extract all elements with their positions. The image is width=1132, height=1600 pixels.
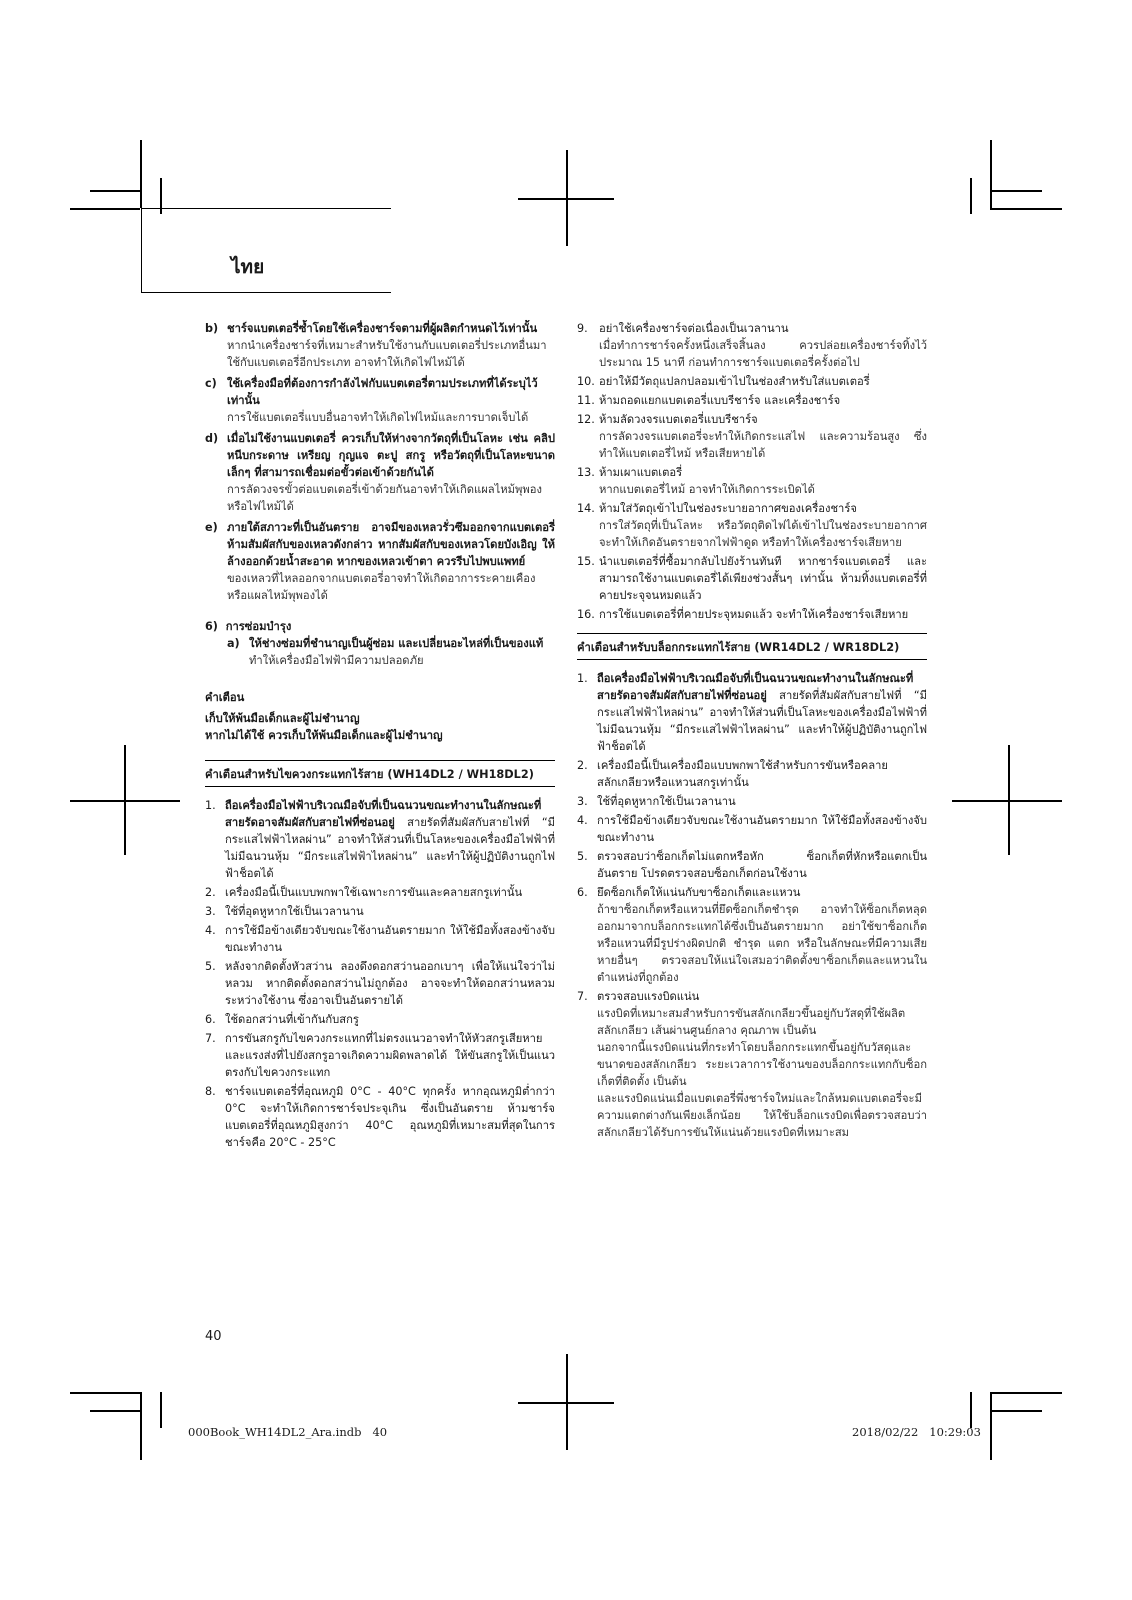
language-tab-label: ไทย [231,256,265,278]
item-detail: ของเหลวที่ไหลออกจากแบตเตอรี่อาจทำให้เกิดอาการระคายเคืองหรือแผลไหม้พุพองได้ [227,572,536,602]
list-item [205,635,555,669]
item-letter: d) [205,432,219,445]
item-number: 9. [577,322,588,335]
footer-timestamp: 2018/02/22 10:29:03 [852,1425,981,1439]
warning-line: หากไม่ได้ใช้ ควรเก็บให้พ้นมือเด็กและผู้ไม่ชำนาญ [205,729,443,742]
crop-mark [90,190,140,192]
item-detail: เมื่อทำการชาร์จครั้งหนึ่งเสร็จสิ้นลง ควรปล่อยเครื่องชาร์จทิ้งไว้ประมาณ 15 นาที ก่อนทำการชาร์จแบตเตอรี่ครั้งต่อไป [599,339,927,369]
item-text: ใช้ที่อุดหูหากใช้เป็นเวลานาน [225,905,364,918]
item-text: สายรัดที่สัมผัสกับสายไฟที่ “มีกระแสไฟฟ้าไหลผ่าน” อาจทำให้ส่วนที่เป็นโลหะของเครื่องมือไฟฟ้าที่ไม่มีฉนวนหุ้ม “มีกระแสไฟฟ้าไหลผ่าน” และทำให้ผู้ปฏิบัติงานถูกไฟฟ้าช็อตได้ [225,816,555,880]
list-item [205,797,555,882]
crop-mark [70,800,180,802]
list-item [577,320,927,371]
item-letter: e) [205,521,218,534]
language-tab-box [141,208,391,293]
item-number: 8. [205,1085,216,1098]
item-title: ภายใต้สภาวะที่เป็นอันตราย อาจมีของเหลวรั่วซึมออกจากแบตเตอรี่ ห้ามสัมผัสกับของเหลวดังกล่าว หากสัมผัสกับของเหลวโดยบังเอิญ ให้ล้างออกด้วยน้ำสะอาด หากของเหลวเข้าตา ควรรีบไปพบแพทย์ [227,521,555,568]
item-number: 15. [577,555,595,568]
warning-title: คำเตือน [205,691,245,704]
item-text: ชาร์จแบตเตอรี่ที่อุณหภูมิ 0°C - 40°C ทุกครั้ง หากอุณหภูมิต่ำกว่า 0°C จะทำให้เกิดการชาร์จประจุเกิน ซึ่งเป็นอันตราย ห้ามชาร์จแบตเตอรี่ที่อุณหภูมิสูงกว่า 40°C อุณหภูมิที่เหมาะสมที่สุดในการชาร์จคือ 20°C - 25°C [225,1085,555,1149]
crop-mark [970,178,972,214]
crop-mark [952,800,1062,802]
item-text: สายรัดที่สัมผัสกับสายไฟที่ “มีกระแสไฟฟ้าไหลผ่าน” อาจทำให้ส่วนที่เป็นโลหะของเครื่องมือไฟฟ้าที่ไม่มีฉนวนหุ้ม “มีกระแสไฟฟ้าไหลผ่าน” และทำให้ผู้ปฏิบัติงานถูกไฟฟ้าช็อตได้ [597,689,927,753]
item-detail: แรงบิดที่เหมาะสมสำหรับการขันสลักเกลียวขึ้นอยู่กับวัสดุที่ใช้ผลิตสลักเกลียว เส้นผ่านศูนย์กลาง คุณภาพ เป็นต้น [597,1007,906,1037]
list-item [577,392,927,409]
item-number: 4. [577,814,588,827]
item-number: 5. [205,960,216,973]
item-title: เมื่อไม่ใช้งานแบตเตอรี่ ควรเก็บให้ห่างจากวัตถุที่เป็นโลหะ เช่น คลิปหนีบกระดาษ เหรียญ กุญแจ ตะปู สกรู หรือวัตถุที่เป็นโลหะขนาดเล็กๆ ที่สามารถเชื่อมต่อขั้วต่อเข้าด้วยกันได้ [227,432,555,479]
list-item [577,812,927,846]
item-title: อย่าใช้เครื่องชาร์จต่อเนื่องเป็นเวลานาน [599,322,789,335]
list-item [577,793,927,810]
crop-mark [140,140,142,208]
item-title: ห้ามเผาแบตเตอรี่ [599,466,683,479]
list-item [205,430,555,515]
section-heading: คำเตือนสำหรับบล็อกกระแทกไร้สาย (WR14DL2 / WR18DL2) [577,633,927,660]
crop-mark [70,1392,140,1394]
item-number: 11. [577,394,595,407]
crop-mark [518,198,614,200]
item-text: ใช้ดอกสว่านที่เข้ากันกับสกรู [225,1013,359,1026]
item-letter: a) [227,637,240,650]
warning-block [205,689,555,744]
item-title: ห้ามใส่วัตถุเข้าไปในช่องระบายอากาศของเครื่องชาร์จ [599,502,857,515]
item-text: ยึดซ็อกเก็ตให้แน่นกับขาซ็อกเก็ตและแหวน [597,886,801,899]
item-detail: และแรงบิดแน่นเมื่อแบตเตอรี่พึ่งชาร์จใหม่และใกล้หมดแบตเตอรี่จะมีความแตกต่างกันเพียงเล็กน้อย ให้ใช้บล็อกแรงบิดเพื่อตรวจสอบว่าสลักเกลียวได้รับการขันให้แน่นด้วยแรงบิดที่เหมาะสม [597,1092,927,1139]
list-item [577,606,927,623]
list-item [577,464,927,498]
crop-mark [990,1392,992,1460]
list-item [205,922,555,956]
item-detail: หากแบตเตอรี่ไหม้ อาจทำให้เกิดการระเบิดได้ [599,483,815,496]
item-detail: การใส่วัตถุที่เป็นโลหะ หรือวัตถุติดไฟได้เข้าไปในช่องระบายอากาศจะทำให้เกิดอันตรายจากไฟฟ้าดูด หรือทำให้เครื่องชาร์จเสียหาย [599,519,927,549]
crop-mark [970,1392,972,1428]
item-number: 5. [577,850,588,863]
list-item [205,958,555,1009]
item-number: 3. [205,905,216,918]
item-text: เครื่องมือนี้เป็นเครื่องมือแบบพกพาใช้สำหรับการขันหรือคลายสลักเกลียวหรือแหวนสกรูเท่านั้น [597,759,888,789]
item-number: 7. [205,1032,216,1045]
left-column [205,320,555,1153]
numbered-list [577,670,927,1141]
item-number: 12. [577,413,595,426]
item-detail: นอกจากนี้แรงบิดแน่นที่กระทำโดยบล็อกกระแทกขึ้นอยู่กับวัสดุและขนาดของสลักเกลียว ระยะเวลาการใช้งานของบล็อกกระแทกกับซ็อกเก็ตที่ติดตั้ง เป็นต้น [597,1041,927,1088]
crop-mark [990,208,1062,210]
item-bold-text: ถือเครื่องมือไฟฟ้าบริเวณมือจับที่เป็นฉนวนขณะทำงานในลักษณะที่สายรัดอาจสัมผัสกับสายไฟที่ซ่อนอยู่ [597,672,914,702]
item-text: ตรวจสอบว่าซ็อกเก็ตไม่แตกหรือหัก ซ็อกเก็ตที่หักหรือแตกเป็นอันตราย โปรดตรวจสอบซ็อกเก็ตก่อนใช้งาน [597,850,927,880]
item-number: 6. [205,1013,216,1026]
item-text: หลังจากติดตั้งหัวสว่าน ลองดึงดอกสว่านออกเบาๆ เพื่อให้แน่ใจว่าไม่หลวม หากติดตั้งดอกสว่านไม่ถูกต้อง อาจจะทำให้ดอกสว่านหลวมระหว่างใช้งาน ซึ่งอาจเป็นอันตรายได้ [225,960,555,1007]
item-bold-text: ถือเครื่องมือไฟฟ้าบริเวณมือจับที่เป็นฉนวนขณะทำงานในลักษณะที่สายรัดอาจสัมผัสกับสายไฟที่ซ่อนอยู่ [225,799,542,829]
item-letter: b) [205,322,219,335]
item-title: นำแบตเตอรี่ที่ซื้อมากลับไปยังร้านทันที หากชาร์จแบตเตอรี่ และสามารถใช้งานแบตเตอรี่ได้เพียงช่วงสั้นๆ เท่านั้น ห้ามทิ้งแบตเตอรี่ที่คายประจุจนหมดแล้ว [599,555,927,602]
item-detail: การลัดวงจรแบตเตอรี่จะทำให้เกิดกระแสไฟ และความร้อนสูง ซึ่งทำให้แบตเตอรี่ไหม้ หรือเสียหายได้ [599,430,927,460]
item-title: ชาร์จแบตเตอรี่ซ้ำโดยใช้เครื่องชาร์จตามที่ผู้ผลิตกำหนดไว้เท่านั้น [227,322,538,335]
item-text: การใช้มือข้างเดียวจับขณะใช้งานอันตรายมาก ให้ใช้มือทั้งสองข้างจับขณะทำงาน [225,924,555,954]
item-letter: c) [205,377,217,390]
list-item [205,1011,555,1028]
crop-mark [990,140,992,208]
item-number: 13. [577,466,595,479]
item-number: 6. [577,886,588,899]
list-item [577,988,927,1141]
list-item [205,375,555,426]
list-item [577,500,927,551]
item-number: 1. [577,672,588,685]
crop-mark [90,1410,140,1412]
page-number: 40 [205,1329,222,1344]
section-title: การซ่อมบำรุง [225,620,292,633]
item-number: 2. [577,759,588,772]
list-item [205,903,555,920]
footer-file-name: 000Book_WH14DL2_Ara.indb 40 [188,1425,388,1439]
item-number: 14. [577,502,595,515]
item-number: 1. [205,799,216,812]
crop-mark [160,1392,162,1428]
item-title: การใช้แบตเตอรี่ที่คายประจุหมดแล้ว จะทำให้เครื่องชาร์จเสียหาย [599,608,909,621]
crop-mark [518,1402,614,1404]
list-item [577,670,927,755]
item-number: 3. [577,795,588,808]
item-title: ใช้เครื่องมือที่ต้องการกำลังไฟกับแบตเตอรี่ตามประเภทที่ได้ระบุไว้เท่านั้น [227,377,538,407]
numbered-list [577,320,927,623]
item-number: 10. [577,375,595,388]
item-number: 4. [205,924,216,937]
list-item [205,1030,555,1081]
item-title: ห้ามลัดวงจรแบตเตอรี่แบบรีชาร์จ [599,413,758,426]
warning-line: เก็บให้พ้นมือเด็กและผู้ไม่ชำนาญ [205,712,360,725]
list-item [205,884,555,901]
item-detail: หากนำเครื่องชาร์จที่เหมาะสำหรับใช้งานกับแบตเตอรี่ประเภทอื่นมาใช้กับแบตเตอรี่อีกประเภท อาจทำให้เกิดไฟไหม้ได้ [227,339,547,369]
list-item [577,757,927,791]
list-item [577,373,927,390]
list-item [205,519,555,604]
item-text: การขันสกรูกับไขควงกระแทกที่ไม่ตรงแนวอาจทำให้หัวสกรูเสียหาย และแรงส่งที่ไปยังสกรูอาจเกิดความผิดพลาดได้ ให้ขันสกรูให้เป็นแนวตรงกับไขควงกระแทก [225,1032,555,1079]
item-title: ให้ช่างซ่อมที่ชำนาญเป็นผู้ซ่อม และเปลี่ยนอะไหล่ที่เป็นของแท้ [249,637,544,650]
section-heading: คำเตือนสำหรับไขควงกระแทกไร้สาย (WH14DL2 / WH18DL2) [205,760,555,787]
list-item [577,553,927,604]
list-item [205,1083,555,1151]
item-title: อย่าให้มีวัตถุแปลกปลอมเข้าไปในช่องสำหรับใส่แบตเตอรี่ [599,375,870,388]
list-item [577,884,927,986]
crop-mark [990,190,1042,192]
list-item [205,320,555,371]
section-number: 6) [205,620,218,633]
item-title: ห้ามถอดแยกแบตเตอรี่แบบรีชาร์จ และเครื่องชาร์จ [599,394,841,407]
item-detail: การใช้แบตเตอรี่แบบอื่นอาจทำให้เกิดไฟไหม้และการบาดเจ็บได้ [227,411,529,424]
item-detail: การลัดวงจรขั้วต่อแบตเตอรี่เข้าด้วยกันอาจทำให้เกิดแผลไหม้พุพองหรือไฟไหม้ได้ [227,483,542,513]
item-number: 16. [577,608,595,621]
item-text: เครื่องมือนี้เป็นแบบพกพาใช้เฉพาะการขันและคลายสกรูเท่านั้น [225,886,523,899]
list-item [577,848,927,882]
crop-mark [70,208,140,210]
crop-mark [140,1392,142,1460]
item-text: การใช้มือข้างเดียวจับขณะใช้งานอันตรายมาก ให้ใช้มือทั้งสองข้างจับขณะทำงาน [597,814,927,844]
item-detail: ทำให้เครื่องมือไฟฟ้ามีความปลอดภัย [249,654,424,667]
right-column [577,320,927,1143]
crop-mark [990,1392,1062,1394]
section-6 [205,618,555,669]
numbered-list [205,797,555,1151]
item-number: 2. [205,886,216,899]
item-text: ตรวจสอบแรงบิดแน่น [597,990,700,1003]
lettered-list [205,320,555,604]
item-detail: ถ้าขาซ็อกเก็ตหรือแหวนที่ยึดซ็อกเก็ตชำรุด อาจทำให้ซ็อกเก็ตหลุดออกมาจากบล็อกกระแทกได้ซึ่งเป็นอันตรายมาก อย่าใช้ขาซ็อกเก็ตหรือแหวนที่มีรูปร่างผิดปกติ ชำรุด แตก หรือในลักษณะที่มีความเสียหายอื่นๆ ตรวจสอบให้แน่ใจเสมอว่าติดตั้งขาซ็อกเก็ตและแหวนในตำแหน่งที่ถูกต้อง [597,903,927,984]
list-item [577,411,927,462]
item-number: 7. [577,990,588,1003]
item-text: ใช้ที่อุดหูหากใช้เป็นเวลานาน [597,795,736,808]
crop-mark [990,1410,1042,1412]
